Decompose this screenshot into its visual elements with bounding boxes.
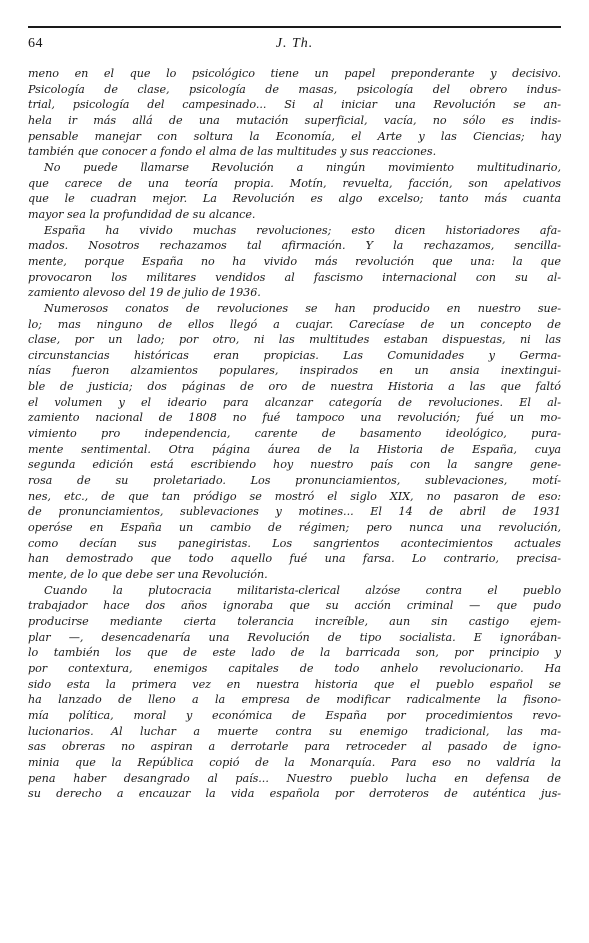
text-line: mente, de lo que debe ser una Revolución.: [28, 568, 268, 581]
page-header: [28, 36, 561, 56]
text-line: han demostrado que todo aquello fué una farsa. Lo contrario, precisa-: [28, 552, 561, 566]
text-line: trial, psicología del campesinado... Si al iniciar una Revolución se an-: [28, 98, 561, 112]
text-line: Numerosos conatos de revoluciones se han producido en nuestro sue-: [44, 301, 561, 315]
text-line: mados. Nosotros rechazamos tal afirmación. Y la rechazamos, sencilla-: [28, 239, 561, 253]
top-rule: [28, 26, 561, 28]
text-line: ble de justicia; dos páginas de oro de nuestra Historia a las que faltó: [28, 380, 561, 394]
text-line: No puede llamarse Revolución a ningún movimiento multitudinario,: [44, 160, 561, 174]
text-line: nes, etc., de que tan pródigo se mostró el siglo XIX, no pasaron de eso:: [28, 489, 561, 503]
text-line: clase, por un lado; por otro, ni las multitudes estaban dispuestas, ni las: [28, 333, 561, 347]
text-line: segunda edición está escribiendo hoy nuestro país con la sangre gene-: [28, 458, 561, 472]
text-line: mía política, moral y económica de España por procedimientos revo-: [28, 708, 561, 722]
paragraph: [28, 583, 561, 802]
text-line: hela ir más allá de una mutación superficial, vacía, no sólo es indis-: [28, 113, 561, 127]
paragraph: [28, 66, 561, 160]
text-line: como decían sus panegiristas. Los sangrientos acontecimientos actuales: [28, 536, 561, 550]
paragraph: [28, 223, 561, 301]
paragraph: [28, 160, 561, 223]
text-line: lo; mas ninguno de ellos llegó a cuajar. Carecíase de un concepto de: [28, 317, 561, 331]
text-line: minia que la República copió de la Monarquía. Para eso no valdría la: [28, 755, 561, 769]
text-line: lo también los que de este lado de la barricada son, por principio y: [28, 646, 561, 660]
text-line: nías fueron alzamientos populares, inspirados en un ansia inextingui-: [28, 364, 561, 378]
text-line: Psicología de clase, psicología de masas, psicología del obrero indus-: [28, 82, 561, 96]
text-line: plar —, desencadenaría una Revolución de tipo socialista. E ignorában-: [28, 630, 561, 644]
text-line: sido esta la primera vez en nuestra historia que el pueblo español se: [28, 677, 561, 691]
page-number: 64: [28, 36, 43, 51]
text-line: provocaron los militares vendidos al fascismo internacional con su al-: [28, 270, 561, 284]
text-line: zamiento alevoso del 19 de julio de 1936.: [28, 286, 261, 300]
text-line: de pronunciamientos, sublevaciones y motines... El 14 de abril de 1931: [28, 505, 561, 519]
text-line: circunstancias históricas eran propicias. Las Comunidades y Germa-: [28, 348, 561, 362]
text-line: el volumen y el ideario para alcanzar categoría de revoluciones. El al-: [28, 395, 561, 409]
text-line: zamiento nacional de 1808 no fué tampoco una revolución; fué un mo-: [28, 411, 561, 425]
text-line: pensable manejar con soltura la Economía, el Arte y las Ciencias; hay: [28, 129, 561, 143]
text-line: ha lanzado de lleno a la empresa de modificar radicalmente la fisono-: [28, 693, 561, 707]
text-line: rosa de su proletariado. Los pronunciamientos, sublevaciones, motí-: [28, 474, 561, 488]
text-line: producirse mediante cierta tolerancia increíble, aun sin castigo ejem-: [28, 614, 561, 628]
text-line: también que conocer a fondo el alma de las multitudes y sus reacciones.: [28, 145, 437, 159]
text-line: por contextura, enemigos capitales de todo anhelo revolucionario. Ha: [28, 661, 561, 675]
text-line: lucionarios. Al luchar a muerte contra su enemigo tradicional, las ma-: [28, 724, 561, 738]
text-line: sas obreras no aspiran a derrotarle para retroceder al pasado de igno-: [28, 740, 561, 754]
text-line: Cuando la plutocracia militarista-clerical alzóse contra el pueblo: [44, 583, 561, 597]
text-line: trabajador hace dos años ignoraba que su acción criminal — que pudo: [28, 599, 561, 613]
text-line: meno en el que lo psicológico tiene un papel preponderante y decisivo.: [28, 67, 561, 80]
text-line: su derecho a encauzar la vida española por derroteros de auténtica jus-: [28, 787, 561, 801]
text-line: mayor sea la profundidad de su alcance.: [28, 207, 256, 221]
text-line: operóse en España un cambio de régimen; pero nunca una revolución,: [28, 521, 561, 535]
text-line: mente, porque España no ha vivido más revolución que una: la que: [28, 254, 561, 268]
body-text: [28, 66, 561, 802]
text-line: mente sentimental. Otra página áurea de la Historia de España, cuya: [28, 442, 561, 456]
text-line: que carece de una teoría propia. Motín, revuelta, facción, son apelativos: [28, 176, 561, 190]
text-line: pena haber desangrado al país... Nuestro pueblo lucha en defensa de: [28, 771, 561, 785]
text-line: que le cuadran mejor. La Revolución es algo excelso; tanto más cuanta: [28, 192, 561, 206]
text-line: vimiento pro independencia, carente de basamento ideológico, pura-: [28, 427, 561, 441]
book-page: [28, 20, 561, 930]
running-head: J. Th.: [275, 36, 314, 51]
text-line: España ha vivido muchas revoluciones; esto dicen historiadores afa-: [44, 223, 561, 237]
paragraph: [28, 301, 561, 583]
